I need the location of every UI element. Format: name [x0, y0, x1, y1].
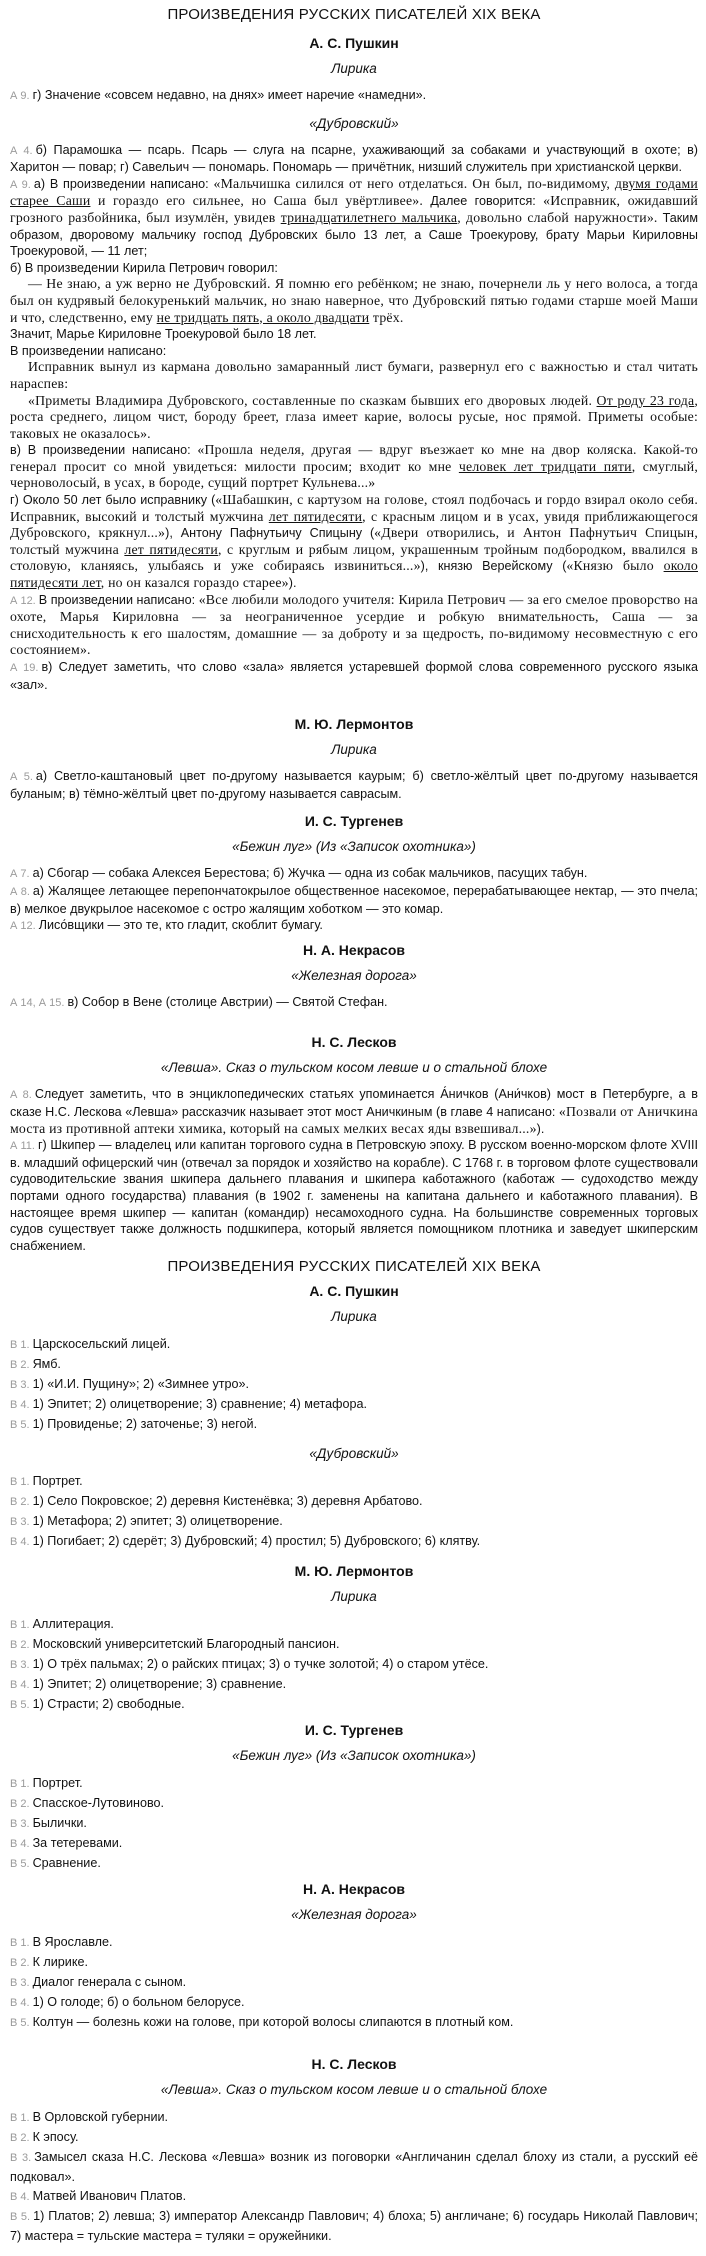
list-item: В 1. Портрет.	[10, 1776, 83, 1791]
question-tag: А 19.	[10, 662, 39, 674]
section-title: ПРОИЗВЕДЕНИЯ РУССКИХ ПИСАТЕЛЕЙ XIX ВЕКА	[167, 6, 541, 23]
answer-text: б) В произведении Кирила Петрович говорил:	[10, 260, 278, 275]
answer-list	[10, 1472, 698, 1552]
question-tag: А 9.	[10, 90, 30, 102]
answer-item	[10, 592, 698, 659]
list-item: В 3. 1) «И.И. Пущину»; 2) «Зимнее утро».	[10, 1377, 250, 1392]
section-title: ПРОИЗВЕДЕНИЯ РУССКИХ ПИСАТЕЛЕЙ XIX ВЕКА	[167, 1258, 541, 1276]
work-title-levsha: «Левша». Сказ о тульском косом левше и о стальной блохе	[160, 1060, 548, 1076]
list-item: В 5. Колтун — болезнь кожи на голове, при которой волосы слипаются в плотный ком.	[10, 2015, 514, 2030]
answer-text: а) Жалящее летающее перепончатокрылое общественное насекомое, перерабатывающее нектар, — это пчела; в) мелкое двукрылое насекомое с остро жалящим хоботком — это комар.	[10, 883, 698, 916]
quote: «Исправник, ожидавший грозного разбойника, был изумлён, увидев тринадцатилетнего мальчика, довольно слабой наружности».	[10, 193, 699, 225]
list-item: В 5. Сравнение.	[10, 1856, 101, 1871]
list-item: В 3. Былички.	[10, 1816, 87, 1831]
list-item: В 2. К эпосу.	[10, 2130, 79, 2145]
quote: «Приметы Владимира Дубровского, составленные по сказкам бывших его дворовых людей. От роду 23 года, роста среднего, лицом чист, бороду бреет, глаза имеет карие, волосы русые, нос прямой. Приметы особые: таковых не оказалось».	[10, 392, 698, 441]
list-item: В 4. 1) Эпитет; 2) олицетворение; 3) сравнение.	[10, 1677, 287, 1692]
question-tag: А 11.	[10, 1140, 35, 1153]
list-item: В 2. Ямб.	[10, 1357, 61, 1372]
question-tag: А 8.	[10, 885, 30, 898]
work-title-bezhin-lug: «Бежин луг» (Из «Записок охотника»)	[232, 839, 476, 855]
answer-list	[10, 2108, 698, 2246]
list-item: В 2. Спасское-Лутовиново.	[10, 1796, 165, 1811]
list-item: В 5. 1) Страсти; 2) свободные.	[10, 1697, 185, 1712]
quote: «Прошла неделя, другая — вдруг въезжает ко мне на двор коляска. Какой-то генерал просит со мной увидеться: милости просим; входит ко мне человек лет тридцати пяти, смуглый, черноволосый, в усах, в бороде, сущий портрет Кульнева...»	[10, 442, 698, 491]
list-item: В 5. 1) Платов; 2) левша; 3) император Александр Павлович; 4) блоха; 5) англичане; 6) государь Николай Павлович; 7) мастера = тульские мастера = туляки = оружейники.	[10, 2209, 698, 2244]
answer-text: а) В произведении написано:	[33, 176, 209, 191]
work-title-lyrics: Лирика	[331, 61, 377, 76]
work-title-zheleznaya-doroga: «Железная дорога»	[291, 967, 417, 983]
answer-item	[10, 994, 698, 1012]
question-tag: А 12.	[10, 594, 36, 607]
list-item: В 2. 1) Село Покровское; 2) деревня Кистенёвка; 3) деревня Арбатово.	[10, 1494, 423, 1509]
list-item: В 2. К лирике.	[10, 1955, 88, 1970]
question-tag: А 14, А 15.	[10, 996, 65, 1009]
list-item: В 3. 1) О трёх пальмах; 2) о райских птицах; 3) о тучке золотой; 4) о старом утёсе.	[10, 1657, 489, 1672]
question-tag: А 12.	[10, 920, 36, 933]
answer-text: В произведении написано:	[38, 592, 196, 607]
answer-text: Таким образом, дворовому мальчику господ Дубровских было 13 лет, а Саше Троекурову, брату Марьи Кириловны Троекуровой, — 11 лет;	[10, 210, 698, 259]
work-title-levsha: «Левша». Сказ о тульском косом левше и о стальной блохе	[160, 2082, 548, 2098]
author-heading-lermontov: М. Ю. Лермонтов	[294, 716, 414, 733]
quote: «Шабашкин, с картузом на голове, стоял подбочась и гордо взирал около себя. Исправник, высокий и толстый мужчина лет пятидесяти, с красным лицом и в усах, увидя приближающегося Дубровского, крякнул...»	[10, 492, 698, 541]
work-title-lyrics: Лирика	[331, 1309, 377, 1325]
answer-list	[10, 1615, 698, 1715]
list-item: В 4. 1) Эпитет; 2) олицетворение; 3) сравнение; 4) метафора.	[10, 1397, 368, 1412]
list-item: В 4. Матвей Иванович Платов.	[10, 2189, 187, 2204]
answer-item	[10, 768, 698, 802]
work-title-bezhin-lug: «Бежин луг» (Из «Записок охотника»)	[232, 1748, 476, 1764]
answer-text: В произведении написано:	[10, 343, 167, 358]
author-heading-lermontov: М. Ю. Лермонтов	[294, 1563, 414, 1580]
answer-item	[10, 883, 698, 917]
answer-text: Следует заметить, что в энциклопедических статьях упоминается А́ничков (Ани́чков) мост в Петербурге, а в сказе Н.С. Лескова «Левша» рассказчик называет этот мост Аничкиным (в главе 4 написано:	[10, 1087, 698, 1119]
answer-text: Лисо́вщики — это те, кто гладит, скоблит бумагу.	[38, 918, 323, 933]
author-heading-nekrasov: Н. А. Некрасов	[303, 941, 405, 958]
answer-text: Значит, Марье Кириловне Троекуровой было 18 лет.	[10, 327, 317, 342]
list-item: В 1. Царскосельский лицей.	[10, 1337, 171, 1352]
list-item: В 2. Московский университетский Благородный пансион.	[10, 1637, 340, 1652]
author-heading-pushkin: А. С. Пушкин	[309, 35, 399, 51]
answer-text: а) Сбогар — собака Алексея Берестова; б) Жучка — одна из собак мальчиков, пасущих табун.	[32, 866, 588, 881]
question-tag: А 9.	[10, 178, 31, 191]
answer-item	[10, 442, 698, 492]
list-item: В 1. Портрет.	[10, 1474, 83, 1489]
work-title-dubrovsky: «Дубровский»	[309, 115, 399, 131]
answer-list	[10, 1335, 698, 1435]
list-item: В 1. В Орловской губернии.	[10, 2110, 169, 2125]
answer-item	[10, 865, 698, 883]
list-item: В 4. За тетеревами.	[10, 1836, 123, 1851]
answer-text: г) Шкипер — владелец или капитан торгового судна в Петровскую эпоху. В русском военно-морском флоте XVIII в. младший офицерский чин (отвечал за порядок и хозяйство на корабле). С 1768 г. в торговом флоте существовали судоводительские звания шкипера дальнего плавания и шкипера каботажного (каботаж — судоходство между портами одного государства) плавания (в 1902 г. заменены на капитана дальнего и каботажного плавания). В настоящее время шкипер — капитан (командир) несамоходного судна. На большинстве современных торговых судов существует также должность подшкипера, который является помощником плотника и заведует шкиперским снабжением.	[10, 1138, 698, 1253]
list-item: В 3. Замысел сказа Н.С. Лескова «Левша» возник из поговорки «Англичанин сделал блоху из стали, а русский её подковал».	[10, 2150, 698, 2185]
work-title-dubrovsky: «Дубровский»	[309, 1446, 399, 1462]
answer-item	[10, 176, 698, 260]
author-heading-turgenev: И. С. Тургенев	[304, 813, 404, 830]
answer-list	[10, 1774, 698, 1874]
answer-item	[10, 917, 698, 935]
author-heading-pushkin: А. С. Пушкин	[309, 1283, 399, 1300]
quote: «Позвали от Аничкина моста из противной аптеки химика, который на самых мелких весах яды взвешивал...»	[10, 1103, 698, 1136]
list-item: В 3. 1) Метафора; 2) эпитет; 3) олицетворение.	[10, 1514, 283, 1529]
answer-item: А 8. Следует заметить, что в энциклопедических статьях упоминается А́ничков (Ани́чков) мост в Петербурге, а в сказе Н.С. Лескова «Левша» рассказчик называет этот мост Аничкиным (в главе 4 написано: «Позвали от Аничкина моста из противной аптеки химика, который на самых мелких весах яды взвешивал...»).	[10, 1087, 698, 1136]
answer-text: а) Светло-каштановый цвет по-другому называется каурым; б) светло-жёлтый цвет по-другому называется буланым; в) тёмно-жёлтый цвет по-другому называется саврасым.	[10, 769, 698, 801]
list-item: В 5. 1) Провиденье; 2) заточенье; 3) негой.	[10, 1417, 258, 1432]
author-heading-leskov: Н. С. Лесков	[311, 2056, 397, 2073]
question-tag: А 4.	[10, 144, 33, 157]
work-title-lyrics: Лирика	[331, 1589, 377, 1605]
answer-text: в) Собор в Вене (столице Австрии) — Святой Стефан.	[67, 994, 388, 1009]
author-heading-turgenev: И. С. Тургенев	[304, 1722, 404, 1739]
author-heading-nekrasov: Н. А. Некрасов	[303, 1881, 405, 1898]
list-item: В 4. 1) Погибает; 2) сдерёт; 3) Дубровский; 4) простил; 5) Дубровского; 6) клятву.	[10, 1534, 481, 1549]
quote: «Князю было около пятидесяти лет, но он казался гораздо старее»	[10, 558, 698, 591]
answer-item	[10, 142, 698, 176]
quote: Исправник вынул из кармана довольно замаранный лист бумаги, развернул его с важностью и стал читать нараспев:	[10, 359, 698, 391]
answer-item: г) Около 50 лет было исправнику («Шабашкин, с картузом на голове, стоял подбочась и гордо взирал около себя. Исправник, высокий и толстый мужчина лет пятидесяти, с красным лицом и в усах, увидя приближающегося Дубровского, крякнул...»), Антону Пафнутьичу Спицыну («Двери отворились, и Антон Пафнутьич Спицын, толстый мужчина лет пятидесяти, с круглым и рябым лицом, украшенным тройным подбородком, ввалился в столовую, кланяясь, улыбаясь и уже собираясь извиниться...»), князю Верейскому («Князю было около пятидесяти лет, но он казался гораздо старее»).	[10, 492, 698, 591]
answer-item	[10, 659, 698, 693]
quote: «Двери отворились, и Антон Пафнутьич Спицын, толстый мужчина лет пятидесяти, с круглым и рябым лицом, украшенным тройным подбородком, ввалился в столовую, кланяясь, улыбаясь и уже собираясь извиниться...»	[10, 525, 698, 574]
quote: «Мальчишка силился от него отделаться. Он был, по-видимому, двумя годами старее Саши и гораздо его сильнее, но Саша был увёртливее».	[10, 175, 698, 209]
answer-text: б) Парамошка — псарь. Псарь — слуга на псарне, ухаживающий за собаками и участвующий в охоте; в) Харитон — повар; г) Савельич — пономарь. Пономарь — причётник, низший служитель при христианской церкви.	[10, 142, 698, 175]
answer-item	[10, 1137, 698, 1254]
quote: — Не знаю, а уж верно не Дубровский. Я помню его ребёнком; не знаю, почернели ль у него волоса, а тогда был он кудрявый белокуренький мальчик, но знаю наверное, что Дубровский пятью годами старше моей Маши и что, следственно, ему не тридцать пять, а около двадцати трёх.	[10, 276, 698, 325]
author-heading-leskov: Н. С. Лесков	[311, 1034, 397, 1051]
answer-text: в) В произведении написано:	[10, 443, 191, 458]
list-item: В 1. В Ярославле.	[10, 1935, 113, 1950]
answer-list	[10, 1933, 698, 2033]
list-item: В 4. 1) О голоде; б) о больном белорусе.	[10, 1995, 245, 2010]
work-title-lyrics: Лирика	[331, 742, 377, 758]
answer-item	[10, 87, 698, 105]
work-title-zheleznaya-doroga: «Железная дорога»	[291, 1907, 417, 1923]
answer-text: г) Значение «совсем недавно, на днях» имеет наречие «намедни».	[32, 88, 427, 102]
list-item: В 3. Диалог генерала с сыном.	[10, 1975, 187, 1990]
answer-text: в) Следует заметить, что слово «зала» является устаревшей формой слова современного русского языка «зал».	[10, 660, 698, 692]
quote: «Все любили молодого учителя: Кирила Петрович — за его смелое проворство на охоте, Марья Кириловна — за неограниченное усердие и робкую внимательность, Саша — за снисходительность к его шалостям, домашние — за доброту и за щедрость, по-видимому несовместную с его состоянием».	[10, 591, 699, 658]
list-item: В 1. Аллитерация.	[10, 1617, 114, 1632]
question-tag: А 5.	[10, 771, 33, 784]
question-tag: А 8.	[10, 1089, 32, 1102]
question-tag: А 7.	[10, 868, 30, 881]
answer-text: Далее говорится:	[430, 194, 536, 209]
